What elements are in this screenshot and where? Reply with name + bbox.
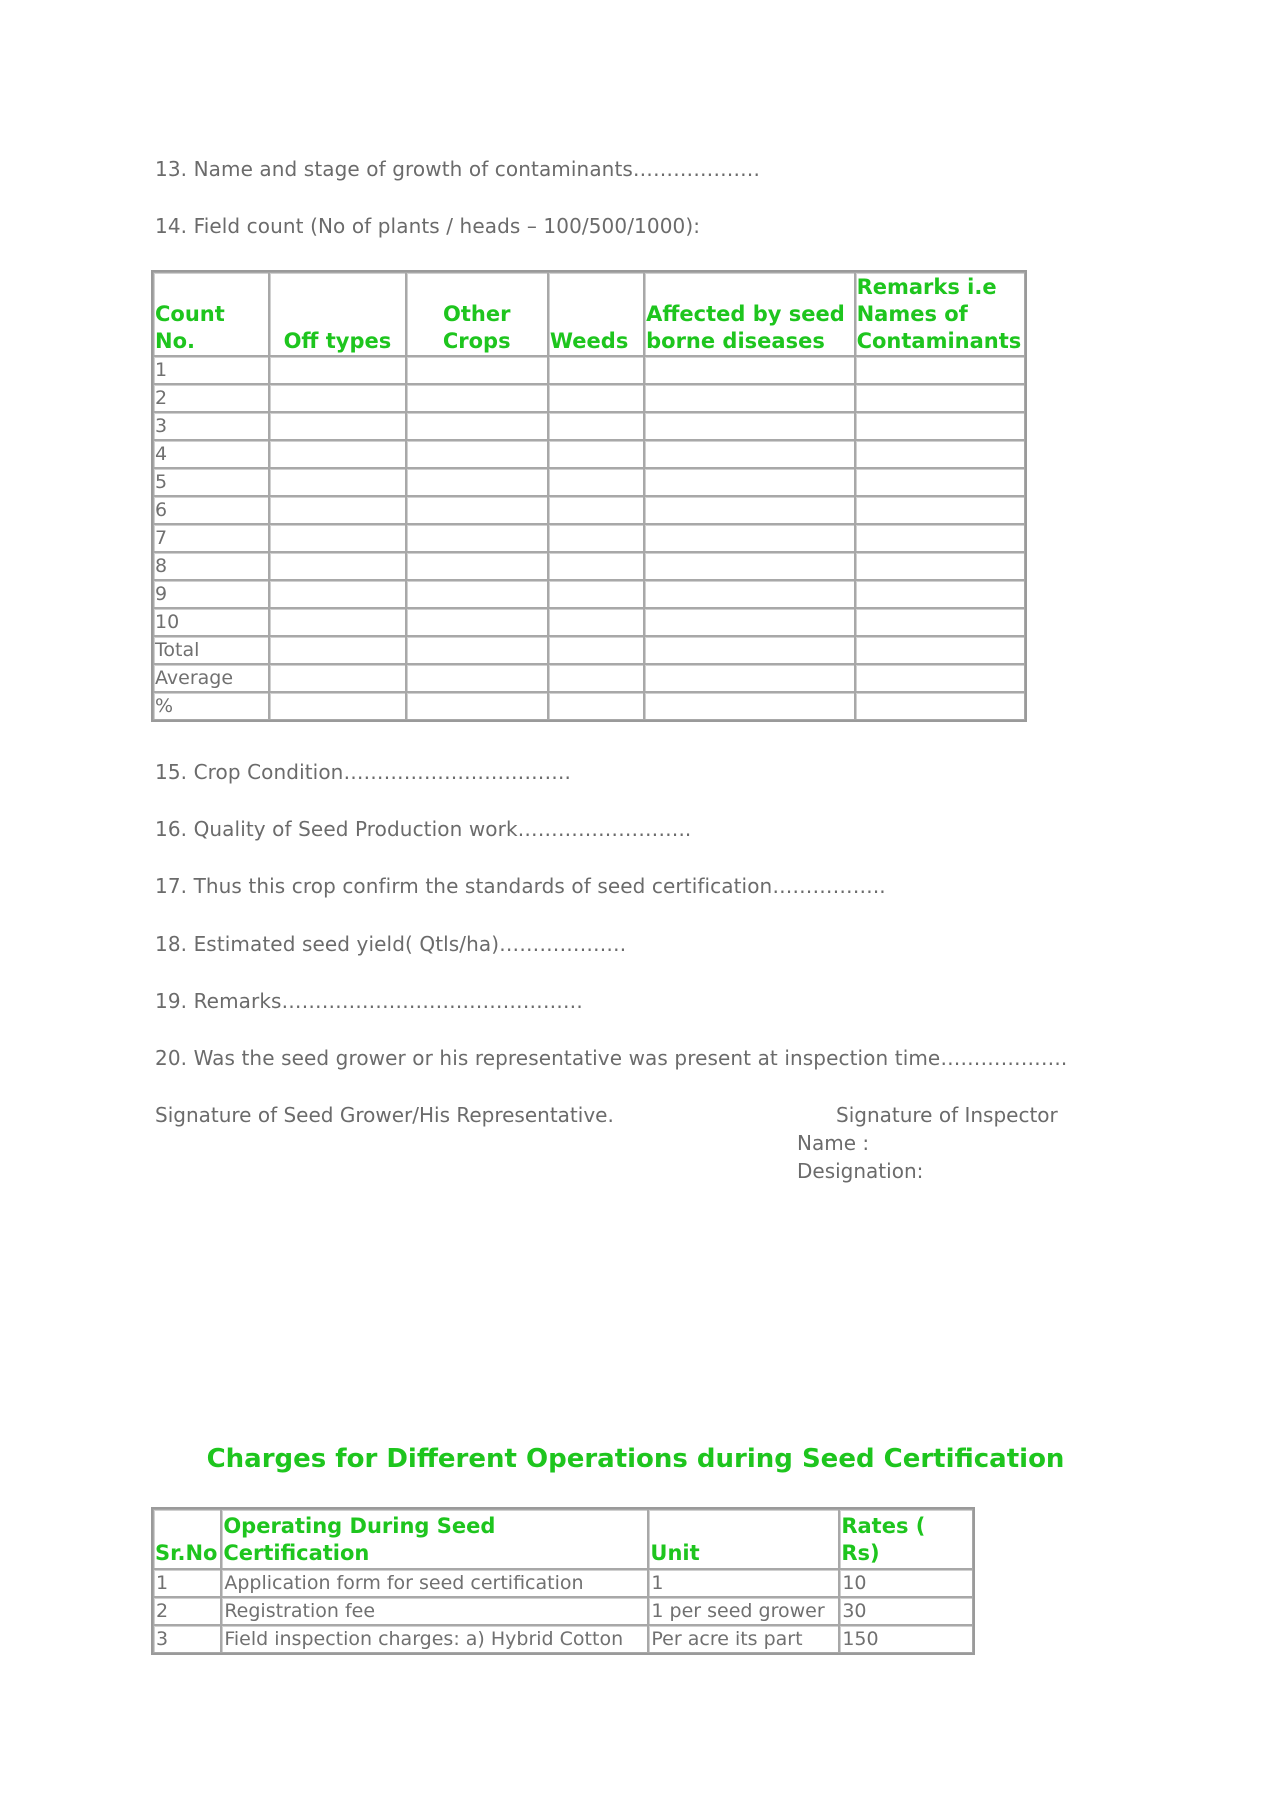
charges-title: Charges for Different Operations during Seed Certification	[206, 1444, 1065, 1474]
header-srno: Sr.No	[153, 1509, 221, 1569]
weeds-cell[interactable]	[548, 468, 644, 496]
affected-cell[interactable]	[644, 356, 854, 384]
grower-signature-label: Signature of Seed Grower/His Representative.	[155, 1103, 614, 1127]
affected-cell[interactable]	[644, 580, 854, 608]
field-table-row	[153, 664, 1025, 692]
affected-cell[interactable]	[644, 524, 854, 552]
field-table-row	[153, 524, 1025, 552]
remarks-cell[interactable]	[855, 440, 1025, 468]
header-operation: Operating During Seed Certification	[221, 1509, 648, 1569]
charges-table	[151, 1507, 975, 1655]
operation-cell: Registration fee	[221, 1597, 648, 1625]
off-types-cell[interactable]	[269, 440, 405, 468]
off-types-cell[interactable]	[269, 636, 405, 664]
item-18-yield: 18. Estimated seed yield( Qtls/ha)……………….	[155, 932, 627, 956]
other-crops-cell[interactable]	[406, 664, 548, 692]
other-crops-cell[interactable]	[406, 496, 548, 524]
srno-cell: 2	[153, 1597, 221, 1625]
remarks-cell[interactable]	[855, 524, 1025, 552]
field-table-row	[153, 692, 1025, 720]
remarks-cell[interactable]	[855, 664, 1025, 692]
operation-cell: Field inspection charges: a) Hybrid Cotton	[221, 1625, 648, 1653]
weeds-cell[interactable]	[548, 440, 644, 468]
header-remarks: Remarks i.e Names of Contaminants	[855, 272, 1025, 356]
off-types-cell[interactable]	[269, 356, 405, 384]
item-13-contaminants: 13. Name and stage of growth of contaminants……………….	[155, 157, 760, 181]
srno-cell: 1	[153, 1569, 221, 1597]
item-15-crop-condition: 15. Crop Condition…………………………….	[155, 760, 571, 784]
remarks-cell[interactable]	[855, 580, 1025, 608]
weeds-cell[interactable]	[548, 608, 644, 636]
count-no-cell: 1	[153, 356, 269, 384]
weeds-cell[interactable]	[548, 356, 644, 384]
field-table-row	[153, 468, 1025, 496]
weeds-cell[interactable]	[548, 664, 644, 692]
count-no-cell: 6	[153, 496, 269, 524]
off-types-cell[interactable]	[269, 496, 405, 524]
count-no-cell: 7	[153, 524, 269, 552]
other-crops-cell[interactable]	[406, 692, 548, 720]
item-20-presence: 20. Was the seed grower or his representative was present at inspection time……………….	[155, 1046, 1068, 1070]
charges-row	[153, 1625, 973, 1653]
remarks-cell[interactable]	[855, 468, 1025, 496]
field-table-row	[153, 552, 1025, 580]
affected-cell[interactable]	[644, 468, 854, 496]
rate-cell: 30	[839, 1597, 973, 1625]
field-table-row	[153, 384, 1025, 412]
header-weeds: Weeds	[548, 272, 644, 356]
other-crops-cell[interactable]	[406, 636, 548, 664]
affected-cell[interactable]	[644, 692, 854, 720]
affected-cell[interactable]	[644, 440, 854, 468]
header-other-crops: Other Crops	[406, 272, 548, 356]
count-no-cell: %	[153, 692, 269, 720]
affected-cell[interactable]	[644, 608, 854, 636]
off-types-cell[interactable]	[269, 580, 405, 608]
weeds-cell[interactable]	[548, 580, 644, 608]
field-table-row	[153, 636, 1025, 664]
inspector-signature-label: Signature of Inspector	[836, 1103, 1058, 1127]
other-crops-cell[interactable]	[406, 412, 548, 440]
count-no-cell: 8	[153, 552, 269, 580]
other-crops-cell[interactable]	[406, 384, 548, 412]
charges-row	[153, 1597, 973, 1625]
off-types-cell[interactable]	[269, 608, 405, 636]
unit-cell: Per acre its part	[648, 1625, 839, 1653]
affected-cell[interactable]	[644, 496, 854, 524]
item-19-remarks: 19. Remarks………………………………………	[155, 989, 584, 1013]
operation-cell: Application form for seed certification	[221, 1569, 648, 1597]
count-no-cell: 3	[153, 412, 269, 440]
remarks-cell[interactable]	[855, 356, 1025, 384]
other-crops-cell[interactable]	[406, 440, 548, 468]
off-types-cell[interactable]	[269, 692, 405, 720]
charges-header-row	[153, 1509, 973, 1569]
weeds-cell[interactable]	[548, 636, 644, 664]
field-table-row	[153, 356, 1025, 384]
affected-cell[interactable]	[644, 552, 854, 580]
item-14-field-count: 14. Field count (No of plants / heads – 100/500/1000):	[155, 214, 701, 238]
srno-cell: 3	[153, 1625, 221, 1653]
affected-cell[interactable]	[644, 384, 854, 412]
item-16-quality: 16. Quality of Seed Production work……………………..	[155, 817, 692, 841]
weeds-cell[interactable]	[548, 496, 644, 524]
count-no-cell: Total	[153, 636, 269, 664]
count-no-cell: Average	[153, 664, 269, 692]
remarks-cell[interactable]	[855, 552, 1025, 580]
charges-row	[153, 1569, 973, 1597]
off-types-cell[interactable]	[269, 524, 405, 552]
count-no-cell: 10	[153, 608, 269, 636]
affected-cell[interactable]	[644, 412, 854, 440]
header-affected-diseases: Affected by seed borne diseases	[644, 272, 854, 356]
inspector-designation-label: Designation:	[797, 1159, 924, 1183]
header-off-types: Off types	[269, 272, 405, 356]
affected-cell[interactable]	[644, 636, 854, 664]
header-rates: Rates ( Rs)	[839, 1509, 973, 1569]
count-no-cell: 5	[153, 468, 269, 496]
field-table-row	[153, 412, 1025, 440]
weeds-cell[interactable]	[548, 692, 644, 720]
other-crops-cell[interactable]	[406, 608, 548, 636]
field-table-row	[153, 608, 1025, 636]
affected-cell[interactable]	[644, 664, 854, 692]
remarks-cell[interactable]	[855, 412, 1025, 440]
remarks-cell[interactable]	[855, 496, 1025, 524]
remarks-cell[interactable]	[855, 636, 1025, 664]
other-crops-cell[interactable]	[406, 468, 548, 496]
off-types-cell[interactable]	[269, 552, 405, 580]
other-crops-cell[interactable]	[406, 356, 548, 384]
other-crops-cell[interactable]	[406, 524, 548, 552]
weeds-cell[interactable]	[548, 524, 644, 552]
off-types-cell[interactable]	[269, 468, 405, 496]
weeds-cell[interactable]	[548, 552, 644, 580]
remarks-cell[interactable]	[855, 384, 1025, 412]
field-table-row	[153, 580, 1025, 608]
off-types-cell[interactable]	[269, 412, 405, 440]
unit-cell: 1	[648, 1569, 839, 1597]
header-count-no: Count No.	[153, 272, 269, 356]
other-crops-cell[interactable]	[406, 552, 548, 580]
remarks-cell[interactable]	[855, 692, 1025, 720]
weeds-cell[interactable]	[548, 412, 644, 440]
field-table-header-row	[153, 272, 1025, 356]
field-table-row	[153, 496, 1025, 524]
rate-cell: 150	[839, 1625, 973, 1653]
remarks-cell[interactable]	[855, 608, 1025, 636]
off-types-cell[interactable]	[269, 664, 405, 692]
item-17-standards: 17. Thus this crop confirm the standards of seed certification……………..	[155, 874, 886, 898]
field-count-table	[151, 270, 1027, 722]
field-table-row	[153, 440, 1025, 468]
header-unit: Unit	[648, 1509, 839, 1569]
count-no-cell: 4	[153, 440, 269, 468]
count-no-cell: 9	[153, 580, 269, 608]
other-crops-cell[interactable]	[406, 580, 548, 608]
inspector-name-label: Name :	[797, 1131, 870, 1155]
weeds-cell[interactable]	[548, 384, 644, 412]
off-types-cell[interactable]	[269, 384, 405, 412]
count-no-cell: 2	[153, 384, 269, 412]
rate-cell: 10	[839, 1569, 973, 1597]
unit-cell: 1 per seed grower	[648, 1597, 839, 1625]
